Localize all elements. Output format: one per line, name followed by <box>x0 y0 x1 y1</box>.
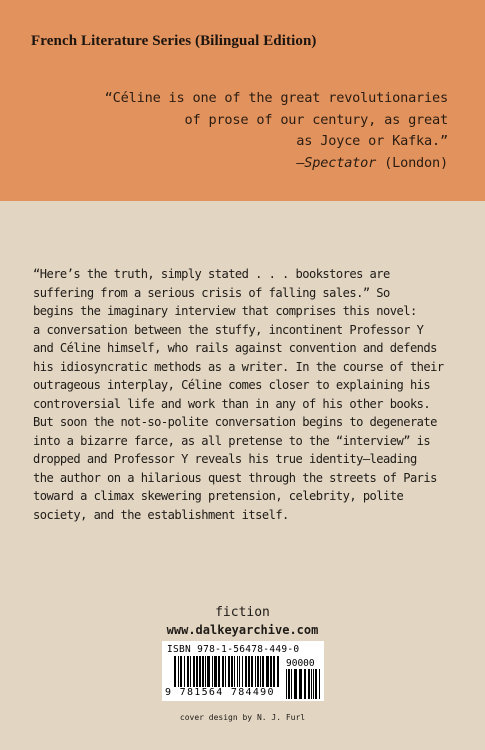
quote-line: as Joyce or Kafka.” <box>296 133 448 149</box>
barcode-bar <box>260 656 261 687</box>
barcode-bar <box>225 656 226 687</box>
barcode-bar <box>242 656 243 687</box>
quote-line: of prose of our century, as great <box>184 111 448 128</box>
barcode-bar <box>178 656 179 687</box>
book-description <box>33 265 458 524</box>
description-line: and Céline himself, who rails against convention and defends <box>33 341 437 355</box>
barcode-bar <box>299 669 302 699</box>
description-line: a conversation between the stuffy, incontinent Professor Y <box>33 322 424 337</box>
description-line: the author on a hilarious quest through the streets of Paris <box>33 470 437 485</box>
barcode-bar <box>207 656 210 687</box>
cover-credit: cover design by N. J. Furl <box>179 713 306 722</box>
barcode-bar <box>308 669 310 699</box>
barcode-bar <box>245 656 247 687</box>
description-line: But soon the not-so-polite conversation begins to degenerate <box>33 415 437 429</box>
barcode-bar <box>257 656 259 687</box>
barcode-bar <box>239 656 240 687</box>
description-line: controversial life and work than in any of his other books. <box>33 396 431 411</box>
review-quote <box>18 88 448 174</box>
barcode-bar <box>174 656 176 687</box>
barcode-bar <box>202 656 204 687</box>
header-band <box>0 0 485 201</box>
barcode-bar <box>251 656 253 687</box>
barcode-bar <box>277 656 279 687</box>
description-line: society, and the establishment itself. <box>33 507 289 522</box>
series-title: French Literature Series (Bilingual Edition) <box>31 33 317 49</box>
barcode-bar <box>315 669 317 699</box>
description-line: into a bizarre farce, as all pretense to the “interview” is <box>33 433 431 448</box>
barcode-bar <box>304 669 306 699</box>
barcode-bar <box>234 656 235 687</box>
attribution-publication: Spectator <box>304 154 377 171</box>
barcode-bar <box>313 669 314 699</box>
barcode-bar <box>184 656 185 687</box>
barcode-bar <box>180 656 182 687</box>
barcode-bar <box>319 669 320 699</box>
barcode-bar <box>196 656 198 687</box>
barcode-bar <box>273 656 275 687</box>
description-line: suffering from a serious crisis of falling sales.” So <box>33 285 390 300</box>
barcode-bar <box>311 669 312 699</box>
barcode-bar <box>237 656 238 687</box>
barcode-bar <box>218 656 220 687</box>
quote-line: “Céline is one of the great revolutionaries <box>104 90 448 106</box>
barcode-bar <box>270 656 272 687</box>
isbn-label: ISBN 978-1-56478-449-0 <box>167 644 300 655</box>
price-addon-digits: 90000 <box>286 658 315 669</box>
barcode-bar <box>262 656 264 687</box>
barcode-bar <box>228 656 230 687</box>
attribution-place: (London) <box>376 154 448 171</box>
description-line: outrageous interplay, Céline comes closer to explaining his <box>33 378 431 392</box>
attribution-dash: — <box>296 154 305 171</box>
publisher-url: www.dalkeyarchive.com <box>166 623 319 637</box>
barcode-bar <box>231 656 233 687</box>
quote-attribution <box>18 153 448 175</box>
isbn-barcode <box>162 641 324 701</box>
description-line: toward a climax skewering pretension, celebrity, polite <box>33 489 404 503</box>
description-line: his idiosyncratic methods as a writer. In the course of their <box>33 359 444 374</box>
ean-digits: 9 781564 784490 <box>165 687 275 698</box>
barcode-bar <box>286 669 287 699</box>
barcode-bar <box>214 656 217 687</box>
barcode-bar <box>288 669 290 699</box>
barcode-bar <box>199 656 201 687</box>
barcode-bar <box>187 656 189 687</box>
barcode-bar <box>294 669 297 699</box>
barcode-bar <box>190 656 191 687</box>
barcode-bar <box>248 656 250 687</box>
barcode-bar <box>255 656 256 687</box>
barcode-bar <box>266 656 269 687</box>
barcode-bar <box>205 656 206 687</box>
description-line: begins the imaginary interview that comprises this novel: <box>33 304 417 318</box>
barcode-bar <box>193 656 195 687</box>
barcode-bar <box>291 669 292 699</box>
barcode-bar <box>222 656 224 687</box>
genre-label: fiction <box>215 605 270 620</box>
description-line: dropped and Professor Y reveals his true identity—leading <box>33 452 417 466</box>
description-line: “Here’s the truth, simply stated . . . bookstores are <box>33 267 390 281</box>
barcode-bar <box>212 656 213 687</box>
